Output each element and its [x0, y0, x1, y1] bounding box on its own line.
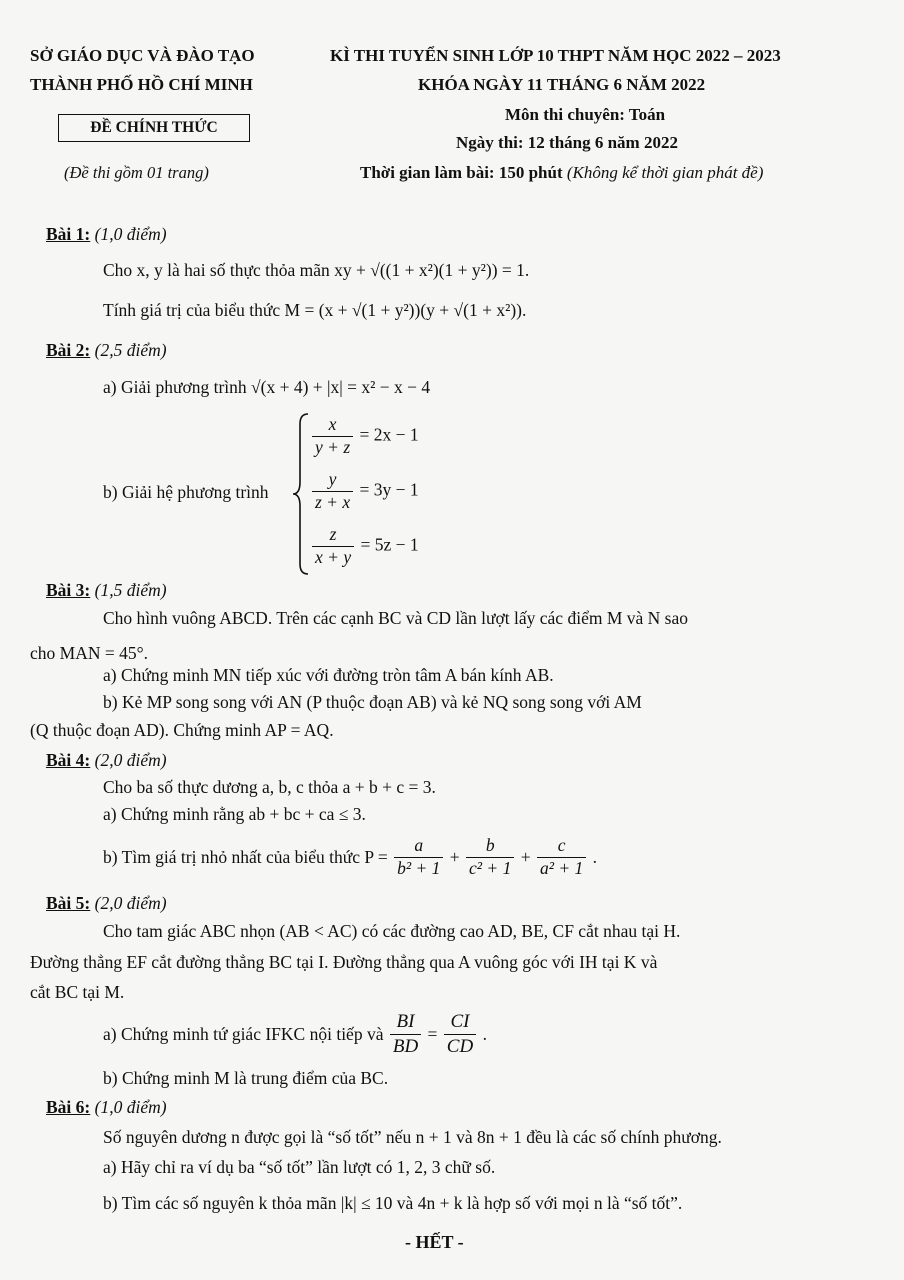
problem-3-line-1: Cho hình vuông ABCD. Trên các cạnh BC và CD lần lượt lấy các điểm M và N sao [103, 608, 688, 628]
problem-2-heading [46, 340, 167, 361]
problem-5-line-4: a) Chứng minh tứ giác IFKC nội tiếp và $\frac{BI}{BD}$ = $\frac{CI}{CD}$ . [103, 1011, 487, 1057]
problem-points: (2,5 điểm) [94, 340, 167, 360]
problem-label: Bài 5: [46, 893, 91, 913]
part-a-text: a) Chứng minh tứ giác IFKC nội tiếp và [103, 1023, 384, 1044]
problem-1-line-1: Cho x, y là hai số thực thỏa mãn xy + √((1 + x²)(1 + y²)) = 1. [103, 260, 530, 280]
problem-3-line-2: cho MAN = 45°. [30, 643, 148, 663]
exam-title: KÌ THI TUYỂN SINH LỚP 10 THPT NĂM HỌC 2022 – 2023 [330, 46, 781, 65]
problem-6-line-2: a) Hãy chỉ ra ví dụ ba “số tốt” lần lượt có 1, 2, 3 chữ số. [103, 1157, 496, 1177]
department-name: SỞ GIÁO DỤC VÀ ĐÀO TẠO [30, 46, 255, 65]
equation-rhs: = 5z − 1 [360, 534, 419, 555]
exam-duration-line [360, 163, 763, 183]
problem-label: Bài 4: [46, 750, 91, 770]
problem-3-line-4: b) Kẻ MP song song với AN (P thuộc đoạn AB) và kẻ NQ song song với AM [103, 692, 642, 712]
problem-5-line-1: Cho tam giác ABC nhọn (AB < AC) có các đường cao AD, BE, CF cắt nhau tại H. [103, 921, 681, 941]
problem-2-part-a: a) Giải phương trình √(x + 4) + |x| = x² − x − 4 [103, 377, 431, 397]
system-equation-1 [310, 414, 419, 459]
equation-rhs: = 3y − 1 [359, 479, 419, 500]
system-equation-3 [310, 524, 419, 569]
problem-5-line-5: b) Chứng minh M là trung điểm của BC. [103, 1068, 389, 1088]
problem-1-heading [46, 224, 167, 245]
exam-session: KHÓA NGÀY 11 THÁNG 6 NĂM 2022 [418, 75, 706, 94]
fraction: $\frac{a}{\text{b² + 1}}$ [394, 835, 443, 880]
problem-6-line-1: Số nguyên dương n được gọi là “số tốt” nếu n + 1 và 8n + 1 đều là các số chính phương. [103, 1127, 722, 1147]
problem-label: Bài 2: [46, 340, 91, 360]
problem-label: Bài 6: [46, 1097, 91, 1117]
exam-date: Ngày thi: 12 tháng 6 năm 2022 [456, 133, 678, 152]
page-count-note: (Đề thi gồm 01 trang) [64, 163, 209, 182]
problem-5-heading [46, 893, 167, 914]
problem-2-part-b: b) Giải hệ phương trình [103, 482, 269, 502]
problem-points: (2,0 điểm) [94, 893, 167, 913]
problem-label: Bài 3: [46, 580, 91, 600]
exam-duration: Thời gian làm bài: 150 phút [360, 163, 563, 182]
problem-5-line-3: cắt BC tại M. [30, 982, 125, 1002]
city-name: THÀNH PHỐ HỒ CHÍ MINH [30, 75, 253, 94]
fraction: $\frac{BI}{BD}$ [390, 1010, 421, 1059]
end-marker: - HẾT - [405, 1232, 464, 1252]
exam-subject: Môn thi chuyên: Toán [505, 105, 666, 124]
problem-4-heading [46, 750, 167, 771]
problem-points: (1,0 điểm) [94, 1097, 167, 1117]
official-exam-label: ĐỀ CHÍNH THỨC [58, 114, 250, 142]
exam-duration-note: (Không kể thời gian phát đề) [566, 163, 764, 182]
problem-5-line-2: Đường thẳng EF cắt đường thẳng BC tại I. Đường thẳng qua A vuông góc với IH tại K và [30, 952, 658, 972]
problem-3-line-5: (Q thuộc đoạn AD). Chứng minh AP = AQ. [30, 720, 334, 740]
problem-6-heading [46, 1097, 167, 1118]
fraction: $\frac{b}{\text{c² + 1}}$ [466, 835, 514, 880]
problem-points: (1,5 điểm) [94, 580, 167, 600]
system-equation-2 [310, 469, 419, 514]
fraction: $\frac{y}{z + x}$ [312, 469, 353, 514]
fraction: $\frac{z}{x + y}$ [312, 524, 354, 569]
problem-label: Bài 1: [46, 224, 91, 244]
problem-1-line-2: Tính giá trị của biểu thức M = (x + √(1 + y²))(y + √(1 + x²)). [103, 300, 527, 320]
problem-6-line-3: b) Tìm các số nguyên k thỏa mãn |k| ≤ 10 và 4n + k là hợp số với mọi n là “số tốt”. [103, 1193, 683, 1213]
problem-4-line-3: b) Tìm giá trị nhỏ nhất của biểu thức P = $\frac{a}{\text{b² + 1}}$ + $\frac{b}{\text{c² + 1}}$ + $\frac{c}{\text{a² + 1}}$ . [103, 835, 598, 878]
problem-points: (1,0 điểm) [94, 224, 167, 244]
fraction: $\frac{CI}{CD}$ [444, 1010, 476, 1059]
equation-rhs: = 2x − 1 [359, 424, 419, 445]
problem-3-heading [46, 580, 167, 601]
problem-4-line-2: a) Chứng minh rằng ab + bc + ca ≤ 3. [103, 804, 366, 824]
problem-4-line-1: Cho ba số thực dương a, b, c thỏa a + b + c = 3. [103, 777, 436, 797]
fraction: $\frac{x}{y + z}$ [312, 414, 353, 459]
problem-points: (2,0 điểm) [94, 750, 167, 770]
fraction: $\frac{c}{\text{a² + 1}}$ [537, 835, 586, 880]
expression-prefix: b) Tìm giá trị nhỏ nhất của biểu thức P = [103, 846, 388, 867]
problem-3-line-3: a) Chứng minh MN tiếp xúc với đường tròn tâm A bán kính AB. [103, 665, 554, 685]
